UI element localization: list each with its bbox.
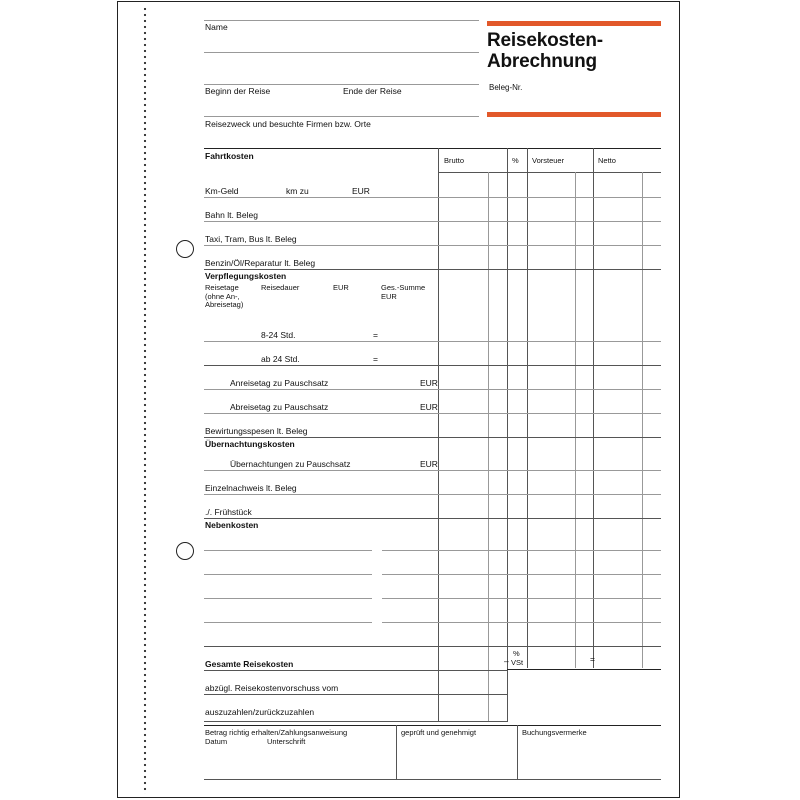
taxi-label: Taxi, Tram, Bus lt. Beleg bbox=[205, 234, 297, 244]
ende-label: Ende der Reise bbox=[343, 86, 402, 96]
beginn-label: Beginn der Reise bbox=[205, 86, 271, 96]
datum-label: Datum bbox=[205, 737, 228, 746]
totals-equals: = bbox=[590, 654, 595, 664]
col-brutto: Brutto bbox=[444, 156, 465, 165]
reise-dates-field[interactable] bbox=[204, 84, 479, 85]
col-percent: % bbox=[512, 156, 519, 165]
geprueft-label: geprüft und genehmigt bbox=[401, 728, 477, 737]
name-field[interactable] bbox=[204, 52, 479, 53]
nebenkosten-row-2[interactable] bbox=[204, 574, 372, 575]
totals-vst: VSt bbox=[511, 658, 524, 667]
pauschsatz-label: Übernachtungen zu Pauschsatz bbox=[230, 459, 351, 469]
verpflegung-heading: Verpflegungskosten bbox=[205, 271, 287, 281]
km-eur-label: EUR bbox=[352, 186, 370, 196]
benzin-label: Benzin/Öl/Reparatur lt. Beleg bbox=[205, 258, 316, 268]
beleg-nr-label: Beleg-Nr. bbox=[489, 83, 523, 92]
col-vorsteuer: Vorsteuer bbox=[532, 156, 565, 165]
nebenkosten-row-1[interactable] bbox=[204, 550, 372, 551]
reisezweck-field[interactable] bbox=[204, 116, 479, 117]
fruehstueck-label: ./. Frühstück bbox=[205, 507, 252, 517]
bahn-label: Bahn lt. Beleg bbox=[205, 210, 258, 220]
vorschuss-label: abzügl. Reisekostenvorschuss vom bbox=[205, 683, 339, 693]
std-ab-24-label: ab 24 Std. bbox=[261, 354, 300, 364]
betrag-label: Betrag richtig erhalten/Zahlungsanweisung bbox=[205, 728, 348, 737]
totals-percent: % bbox=[513, 649, 520, 658]
form-title-line2: Abrechnung bbox=[487, 51, 597, 72]
form-sheet bbox=[117, 1, 680, 798]
punch-hole-bottom bbox=[176, 542, 194, 560]
abreisetag-eur: EUR bbox=[420, 402, 438, 412]
accent-bar-top bbox=[487, 21, 661, 26]
col-netto: Netto bbox=[598, 156, 616, 165]
reisezweck-label: Reisezweck und besuchte Firmen bzw. Orte bbox=[205, 119, 371, 129]
km-zu-label: km zu bbox=[286, 186, 309, 196]
nebenkosten-row-3[interactable] bbox=[204, 598, 372, 599]
form-title-line1: Reisekosten- bbox=[487, 30, 603, 51]
abreisetag-label: Abreisetag zu Pauschsatz bbox=[230, 402, 329, 412]
einzelnachweis-label: Einzelnachweis lt. Beleg bbox=[205, 483, 297, 493]
punch-hole-top bbox=[176, 240, 194, 258]
auszuzahlen-label: auszuzahlen/zurückzuzahlen bbox=[205, 707, 315, 717]
equals-ab-24: = bbox=[373, 354, 378, 364]
reisetage-label: Reisetage (ohne An-, Abreisetag) bbox=[205, 283, 244, 310]
fahrtkosten-heading: Fahrtkosten bbox=[205, 151, 254, 161]
anreisetag-eur: EUR bbox=[420, 378, 438, 388]
std-8-24-label: 8-24 Std. bbox=[261, 330, 296, 340]
uebernachtung-heading: Übernachtungskosten bbox=[205, 439, 295, 449]
reisedauer-label: Reisedauer bbox=[261, 283, 300, 292]
totals-minus: – bbox=[504, 656, 509, 666]
buchung-label: Buchungsvermerke bbox=[522, 728, 587, 737]
name-label: Name bbox=[205, 22, 228, 32]
nebenkosten-row-4[interactable] bbox=[204, 622, 372, 623]
km-geld-label: Km-Geld bbox=[205, 186, 239, 196]
bewirtung-label: Bewirtungsspesen lt. Beleg bbox=[205, 426, 308, 436]
accent-bar-bottom bbox=[487, 112, 661, 117]
equals-8-24: = bbox=[373, 330, 378, 340]
ges-summe-label: Ges.-Summe EUR bbox=[381, 283, 426, 301]
nebenkosten-heading: Nebenkosten bbox=[205, 520, 259, 530]
perforation-line bbox=[143, 6, 147, 794]
unterschrift-label: Unterschrift bbox=[267, 737, 306, 746]
pauschsatz-eur: EUR bbox=[420, 459, 438, 469]
anreisetag-label: Anreisetag zu Pauschsatz bbox=[230, 378, 329, 388]
verpflegung-eur-label: EUR bbox=[333, 283, 349, 292]
gesamte-reisekosten-label: Gesamte Reisekosten bbox=[205, 659, 294, 669]
